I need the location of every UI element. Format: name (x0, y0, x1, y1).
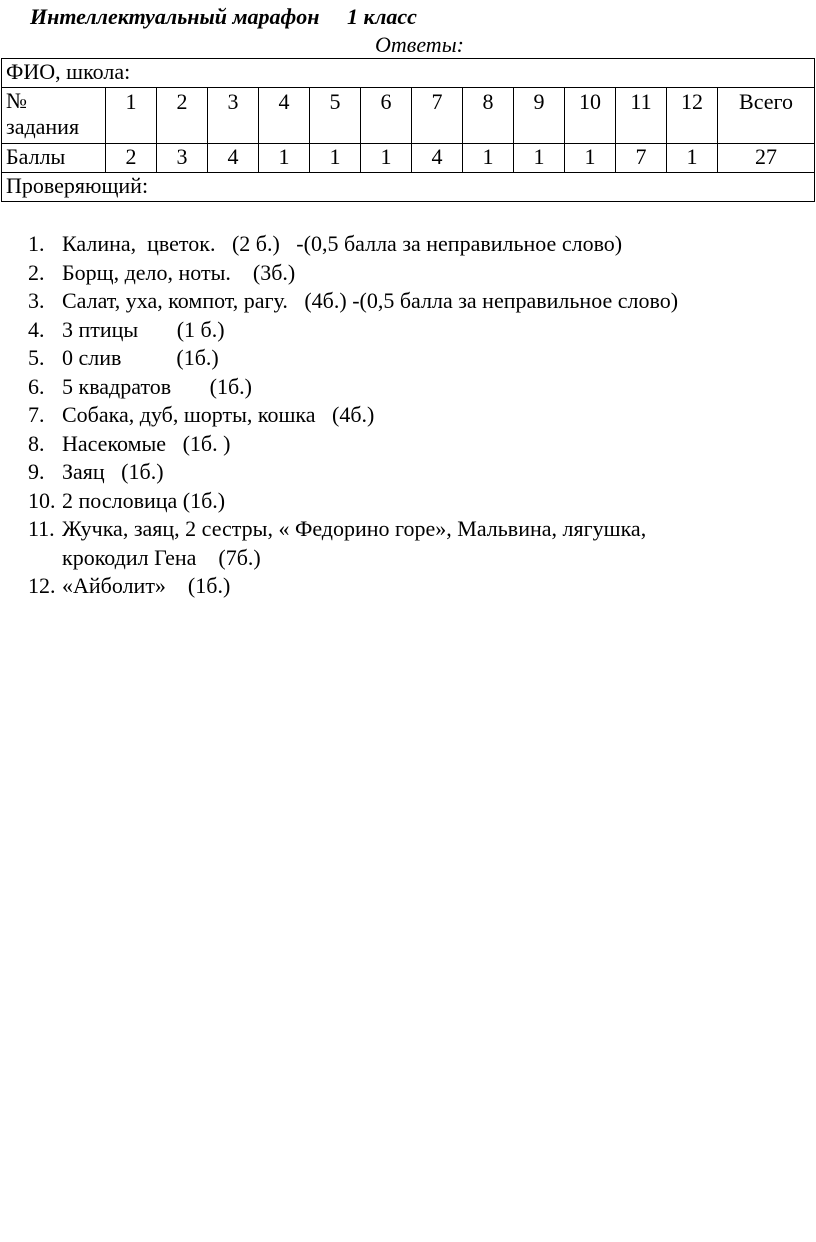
answer-number: 8. (28, 430, 45, 456)
task-number: 10 (565, 88, 616, 144)
answer-text: Борщ, дело, ноты. (3б.) (62, 259, 296, 285)
task-number: 2 (157, 88, 208, 144)
answer-item (28, 458, 798, 487)
answer-item (28, 401, 798, 430)
answer-item (28, 259, 798, 288)
task-number: 7 (412, 88, 463, 144)
fio-label: ФИО, школа: (2, 59, 815, 88)
score-value: 1 (463, 144, 514, 173)
score-value: 7 (616, 144, 667, 173)
answer-item (28, 344, 798, 373)
answer-item (28, 430, 798, 459)
answer-item (28, 287, 798, 316)
score-value: 4 (412, 144, 463, 173)
score-table (1, 58, 815, 202)
task-number: 11 (616, 88, 667, 144)
grade-text: 1 класс (347, 4, 417, 29)
score-value: 1 (565, 144, 616, 173)
answers-list (28, 230, 798, 601)
total-label: Всего (718, 88, 815, 144)
answer-text: 5 квадратов (1б.) (62, 373, 252, 399)
answer-text: Калина, цветок. (2 б.) -(0,5 балла за неправильное слово) (62, 231, 623, 256)
answer-text: 0 слив (1б.) (62, 345, 219, 370)
task-number: 5 (310, 88, 361, 144)
task-label-line1: № (6, 88, 27, 113)
answer-text: Салат, уха, компот, рагу. (4б.) -(0,5 балла за неправильное слово) (62, 288, 679, 313)
answers-subtitle: Ответы: (375, 32, 464, 57)
answer-text: Заяц (1б.) (62, 459, 164, 484)
answer-item (28, 230, 798, 259)
title-text: Интеллектуальный марафон (30, 4, 320, 29)
answer-item (28, 316, 798, 345)
answer-number: 9. (28, 459, 45, 484)
answer-number: 6. (28, 373, 45, 399)
answer-item (28, 487, 798, 516)
answer-number: 11. (28, 516, 55, 541)
task-number: 8 (463, 88, 514, 144)
score-value: 1 (259, 144, 310, 173)
score-value: 2 (106, 144, 157, 173)
task-label-cell (2, 88, 106, 144)
task-number: 12 (667, 88, 718, 144)
fio-row (2, 59, 815, 88)
task-number: 1 (106, 88, 157, 144)
score-value: 1 (361, 144, 412, 173)
task-number: 9 (514, 88, 565, 144)
answer-item (28, 572, 798, 601)
answer-text: «Айболит» (1б.) (62, 573, 231, 598)
score-value: 3 (157, 144, 208, 173)
answer-number: 10. (28, 487, 56, 513)
answer-number: 3. (28, 288, 45, 313)
answer-number: 2. (28, 259, 45, 285)
answer-number: 7. (28, 402, 45, 427)
answer-item (28, 373, 798, 402)
total-score: 27 (718, 144, 815, 173)
score-value: 4 (208, 144, 259, 173)
score-value: 1 (514, 144, 565, 173)
answer-text: Жучка, заяц, 2 сестры, « Федорино горе», Мальвина, лягушка, крокодил Гена (7б.) (62, 516, 647, 570)
answer-item (28, 515, 798, 572)
answer-text: 3 птицы (1 б.) (62, 316, 225, 342)
checker-row (2, 173, 815, 202)
score-value: 1 (667, 144, 718, 173)
score-label: Баллы (2, 144, 106, 173)
answer-number: 1. (28, 231, 45, 256)
checker-label: Проверяющий: (2, 173, 815, 202)
score-value: 1 (310, 144, 361, 173)
document-title (30, 4, 417, 30)
answer-number: 12. (28, 573, 56, 598)
answer-text: Собака, дуб, шорты, кошка (4б.) (62, 402, 375, 427)
task-number: 6 (361, 88, 412, 144)
task-number: 3 (208, 88, 259, 144)
answer-number: 4. (28, 316, 45, 342)
answer-text: Насекомые (1б. ) (62, 430, 231, 456)
score-row (2, 144, 815, 173)
answer-text: 2 пословица (1б.) (62, 487, 226, 513)
task-number-row (2, 88, 815, 144)
answer-number: 5. (28, 345, 45, 370)
task-number: 4 (259, 88, 310, 144)
task-label-line2: задания (6, 114, 80, 139)
